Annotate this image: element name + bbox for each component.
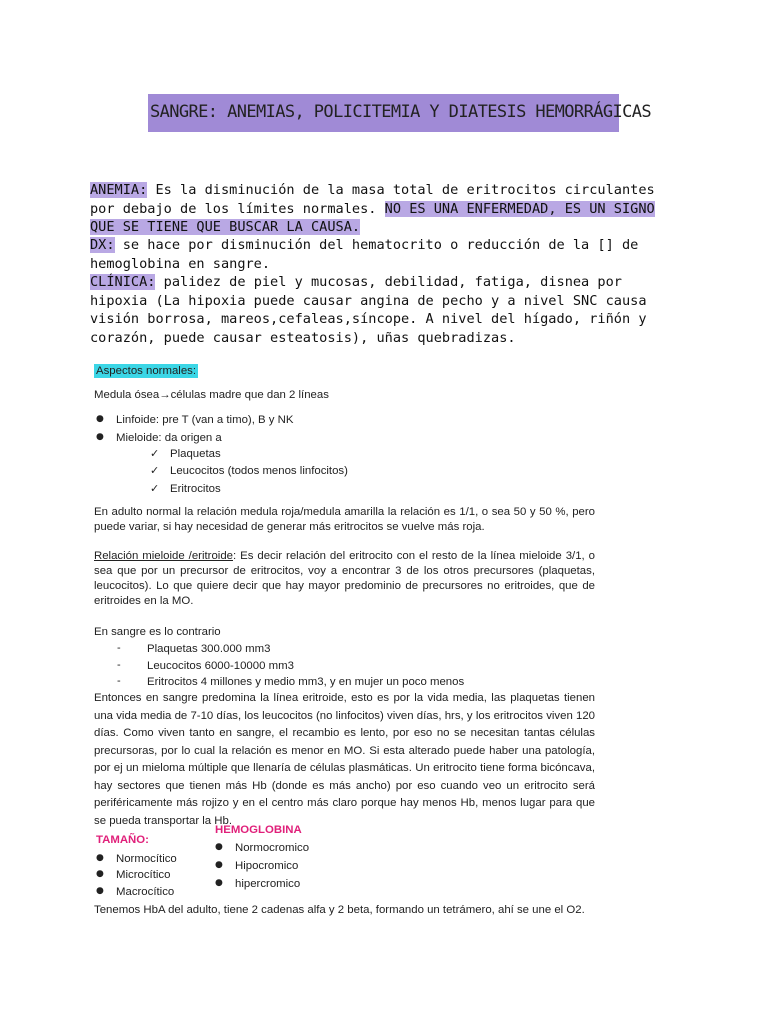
anemia-line-2: por debajo de los límites normales. NO ES UNA ENFERMEDAD, ES UN SIGNO xyxy=(90,201,655,217)
sangre-item-eritrocitos: Eritrocitos 4 millones y medio mm3, y en mujer un poco menos xyxy=(147,676,465,688)
tamano-item-macro: Macrocítico xyxy=(116,886,175,898)
sub-item-eritrocitos: Eritrocitos xyxy=(170,483,221,495)
clinica-label: CLÍNICA: xyxy=(90,274,156,290)
bullet-icon: ● xyxy=(96,853,104,863)
bullet-icon: ● xyxy=(215,842,223,852)
bullet-icon: ● xyxy=(96,414,104,424)
aspectos-heading: Aspectos normales: xyxy=(96,365,197,377)
adulto-paragraph: En adulto normal la relación medula roja/medula amarilla la relación es 1/1, o sea 50 y 50 %, pero puede variar, si hay necesidad de generar más eritrocitos se vuelve más roja. xyxy=(94,506,595,533)
hemoglobina-heading: HEMOGLOBINA xyxy=(215,824,302,836)
check-icon: ✓ xyxy=(150,482,160,495)
bullet-icon: ● xyxy=(96,869,104,879)
mieloide-item: Mieloide: da origen a xyxy=(116,432,222,444)
hb-item-hipo: Hipocromico xyxy=(235,860,299,872)
dash-icon: - xyxy=(117,642,121,654)
dx-line-1: DX: se hace por disminución del hematocrito o reducción de la [] de xyxy=(90,237,639,253)
bullet-icon: ● xyxy=(96,432,104,442)
sub-item-leucocitos: Leucocitos (todos menos linfocitos) xyxy=(170,465,348,477)
relacion-label: Relación mieloide /eritroide xyxy=(94,550,233,562)
page-title: SANGRE: ANEMIAS, POLICITEMIA Y DIATESIS HEMORRÁGICAS xyxy=(150,102,652,122)
sub-item-plaquetas: Plaquetas xyxy=(170,448,221,460)
anemia-line-3: QUE SE TIENE QUE BUSCAR LA CAUSA. xyxy=(90,219,361,235)
bullet-icon: ● xyxy=(96,886,104,896)
final-line: Tenemos HbA del adulto, tiene 2 cadenas alfa y 2 beta, formando un tetrámero, ahí se une el O2. xyxy=(94,904,585,916)
tamano-heading: TAMAÑO: xyxy=(96,834,149,846)
hb-item-normo: Normocromico xyxy=(235,842,310,854)
dash-icon: - xyxy=(117,675,121,687)
clinica-line-2: hipoxia (La hipoxia puede causar angina de pecho y a nivel SNC causa xyxy=(90,293,647,309)
linfoide-item: Linfoide: pre T (van a timo), B y NK xyxy=(116,414,294,426)
anemia-line-1: ANEMIA: Es la disminución de la masa total de eritrocitos circulantes xyxy=(90,182,655,198)
sangre-item-leucocitos: Leucocitos 6000-10000 mm3 xyxy=(147,660,294,672)
bullet-icon: ● xyxy=(215,860,223,870)
clinica-line-4: corazón, puede causar esteatosis), uñas quebradizas. xyxy=(90,330,516,346)
relacion-paragraph: Relación mieloide /eritroide: Es decir relación del eritrocito con el resto de la línea mieloide 3/1, o sea que por un precursor de eritrocitos, voy a encontrar 3 de los otros precursores (plaquetas, leucocitos). Lo que quiere decir que hay mayor predominio de precursores no eritroides, que de eritroides en la MO. xyxy=(94,550,596,607)
clinica-line-1: CLÍNICA: palidez de piel y mucosas, debilidad, fatiga, disnea por xyxy=(90,274,622,290)
anemia-highlight: NO ES UNA ENFERMEDAD, ES UN SIGNO xyxy=(384,201,655,217)
sangre-item-plaquetas: Plaquetas 300.000 mm3 xyxy=(147,643,271,655)
clinica-line-3: visión borrosa, mareos,cefaleas,síncope. A nivel del hígado, riñón y xyxy=(90,311,647,327)
tamano-item-normo: Normocítico xyxy=(116,853,177,865)
dx-line-2: hemoglobina en sangre. xyxy=(90,256,271,272)
medula-line: Medula ósea→células madre que dan 2 líneas xyxy=(94,389,329,401)
dx-label: DX: xyxy=(90,237,115,253)
dash-icon: - xyxy=(117,659,121,671)
hb-item-hiper: hipercromico xyxy=(235,878,301,890)
check-icon: ✓ xyxy=(150,464,160,477)
sangre-intro: En sangre es lo contrario xyxy=(94,626,221,638)
bullet-icon: ● xyxy=(215,878,223,888)
tamano-item-micro: Microcítico xyxy=(116,869,171,881)
entonces-paragraph: Entonces en sangre predomina la línea eritroide, esto es por la vida media, las plaquetas tienen una vida media de 7-10 días, los leucocitos (no linfocitos) viven días, hrs, y los eritrocitos viven 120 días. Como viven tanto en sangre, el recambio es lento, por eso no se necesitan tantas células precursoras, por lo cual la relación es menor en MO. Si esta alterado puede haber una patología, por ej un mieloma múltiple que llenaría de células plasmáticas. Un eritrocito tiene forma bicóncava, hay sectores que tienen más Hb (donde es más ancho) por eso cuando veo un eritrocito será periféricamente más rojizo y en el centro más claro porque hay menos Hb, menos lugar para que se pueda transportar la Hb. xyxy=(94,692,595,827)
check-icon: ✓ xyxy=(150,447,160,460)
anemia-label: ANEMIA: xyxy=(90,182,148,198)
